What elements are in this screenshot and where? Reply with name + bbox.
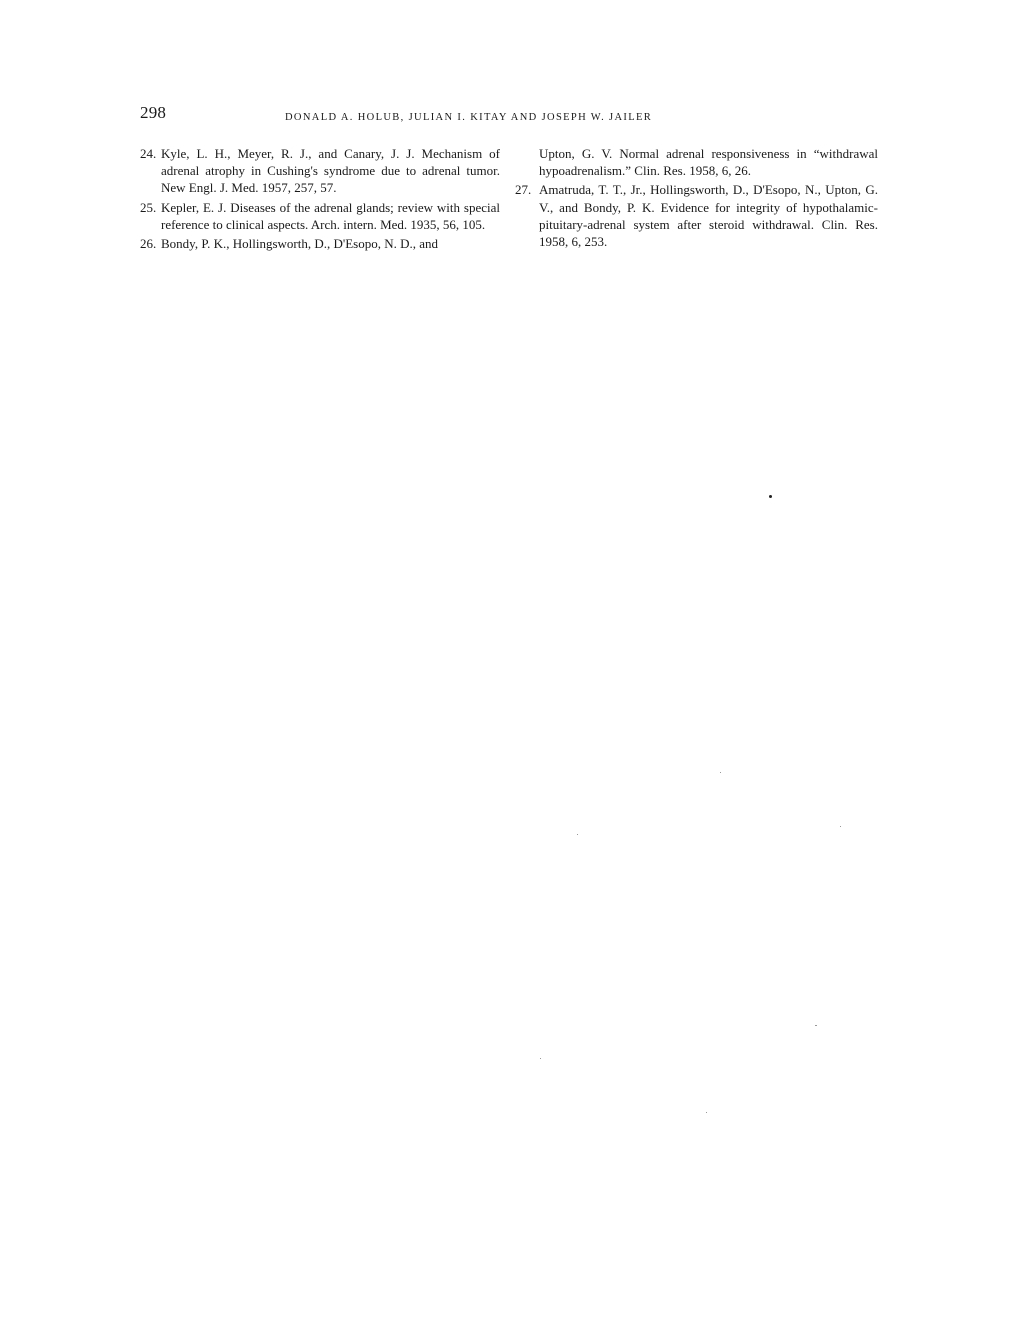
reference-number: 24.	[140, 146, 157, 161]
reference-number: 27.	[515, 182, 532, 198]
references-right-column	[515, 145, 878, 252]
scan-speck	[540, 1058, 541, 1059]
reference-26	[140, 235, 500, 252]
reference-27	[515, 181, 878, 250]
reference-24	[140, 145, 500, 197]
reference-25	[140, 199, 500, 233]
scan-speck	[577, 834, 578, 835]
reference-text: Upton, G. V. Normal adrenal responsiveness in “withdrawal hypoadrenalism.” Clin. Res. 1958, 6, 26.	[539, 146, 878, 179]
scan-speck	[769, 495, 772, 498]
reference-number: 26.	[140, 236, 157, 252]
scan-speck	[706, 1112, 707, 1113]
reference-text: Kyle, L. H., Meyer, R. J., and Canary, J. J. Mechanism of adrenal atrophy in Cushing's syndrome due to adrenal tumor. New Engl. J. Med. 1957, 257, 57.	[161, 146, 500, 196]
references-left-column	[140, 145, 500, 254]
reference-26-continued	[518, 145, 878, 179]
reference-number: 25.	[140, 199, 157, 215]
reference-text: Kepler, E. J. Diseases of the adrenal glands; review with special reference to clinical aspects. Arch. intern. Med. 1935, 56, 105.	[161, 199, 500, 232]
reference-text: Amatruda, T. T., Jr., Hollingsworth, D., D'Esopo, N., Upton, G. V., and Bondy, P. K. Evidence for integrity of hypothalamic-pituitary-adrenal system after steroid withdrawal. Clin. Res. 1958, 6, 253.	[539, 182, 878, 250]
page-number: 298	[140, 103, 167, 122]
running-head: DONALD A. HOLUB, JULIAN I. KITAY AND JOSEPH W. JAILER	[285, 112, 653, 123]
scan-speck	[815, 1025, 817, 1026]
scan-speck	[720, 772, 721, 773]
scan-speck	[840, 826, 841, 827]
reference-text: Bondy, P. K., Hollingsworth, D., D'Esopo, N. D., and	[161, 236, 439, 252]
